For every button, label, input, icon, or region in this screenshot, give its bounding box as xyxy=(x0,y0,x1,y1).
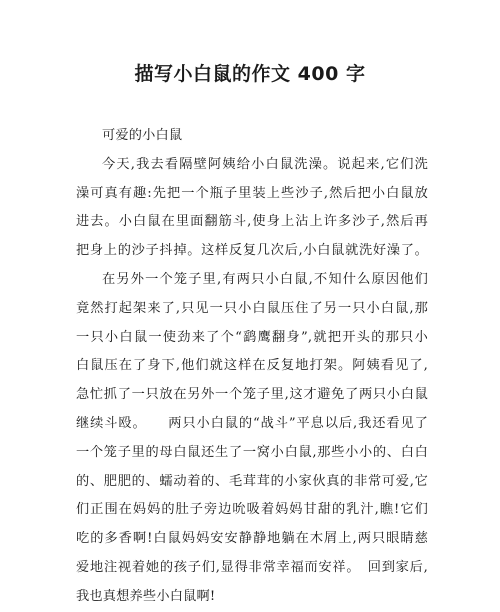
text-line: 澡可真有趣:先把一个瓶子里装上些沙子,然后把小白鼠放 xyxy=(76,185,428,201)
text-line: 今天,我去看隔壁阿姨给小白鼠洗澡。说起来,它们洗 xyxy=(102,156,428,172)
text-line: 吃的多香啊!白鼠妈妈安安静静地躺在木屑上,两只眼睛慈 xyxy=(76,531,428,547)
text-line: 竟然打起架来了,只见一只小白鼠压住了另一只小白鼠,那 xyxy=(76,300,428,316)
text-line: 白鼠压在了身下,他们就这样在反复地打架。阿姨看见了, xyxy=(76,358,428,374)
text-line: 继续斗殴。 两只小白鼠的“战斗”平息以后,我还看见了 xyxy=(76,415,428,431)
text-line: 一个笼子里的母白鼠还生了一窝小白鼠,那些小小的、白白 xyxy=(76,444,428,460)
text-line: 进去。小白鼠在里面翻筋斗,使身上沾上许多沙子,然后再 xyxy=(76,214,428,230)
essay-body xyxy=(76,122,428,612)
text-line: 在另外一个笼子里,有两只小白鼠,不知什么原因他们 xyxy=(102,271,428,287)
text-line: 把身上的沙子抖掉。这样反复几次后,小白鼠就洗好澡了。 xyxy=(76,243,428,259)
text-line: 急忙抓了一只放在另外一个笼子里,这才避免了两只小白鼠 xyxy=(76,387,428,403)
text-line: 们正围在妈妈的肚子旁边吮吸着妈妈甘甜的乳汁,瞧!它们 xyxy=(76,502,428,518)
text-line: 爱地注视着她的孩子们,显得非常幸福而安祥。 回到家后, xyxy=(76,559,428,575)
essay-subtitle: 可爱的小白鼠 xyxy=(102,128,183,143)
text-line: 我也真想养些小白鼠啊! xyxy=(76,588,216,604)
text-line: 一只小白鼠一使劲来了个“鹞鹰翻身”,就把开头的那只小 xyxy=(76,329,428,345)
text-line: 的、肥肥的、蠕动着的、毛茸茸的小家伙真的非常可爱,它 xyxy=(76,473,428,489)
document-title: 描写小白鼠的作文 400 字 xyxy=(134,63,366,85)
